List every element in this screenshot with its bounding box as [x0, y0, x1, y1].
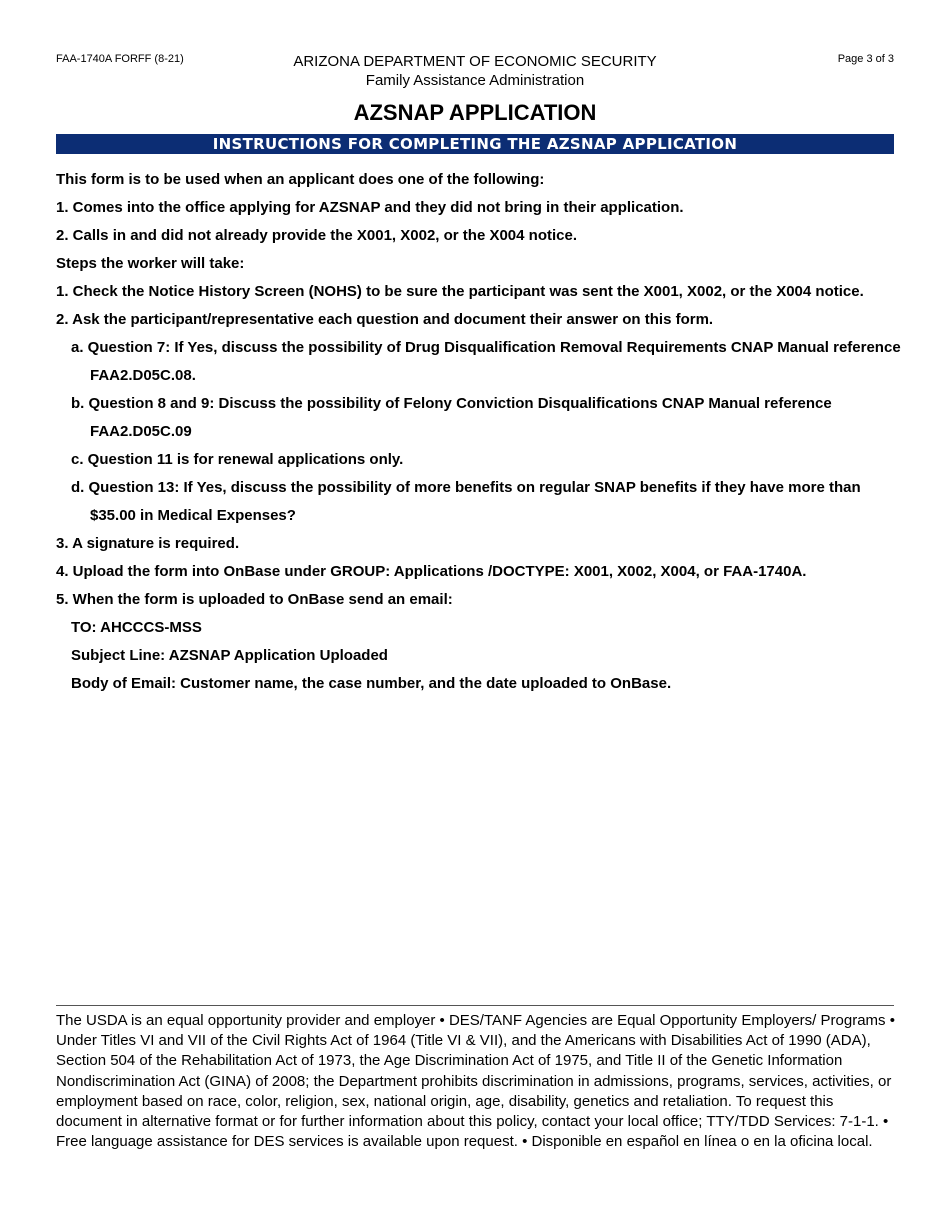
condition-item: 2. Calls in and did not already provide the X001, X002, or the X004 notice.: [56, 227, 578, 244]
page-number: Page 3 of 3: [837, 53, 894, 65]
step-item: 1. Check the Notice History Screen (NOHS) to be sure the participant was sent the X001, X002, or the X004 notice.: [56, 283, 864, 300]
agency-name: ARIZONA DEPARTMENT OF ECONOMIC SECURITY: [293, 53, 657, 70]
step-item: 3. A signature is required.: [56, 535, 240, 552]
instructions-section: [56, 166, 906, 698]
email-to: TO: AHCCCS-MSS: [71, 619, 202, 636]
footer-divider: [56, 1005, 894, 1006]
section-banner: INSTRUCTIONS FOR COMPLETING THE AZSNAP APPLICATION: [56, 134, 894, 154]
step-item: 2. Ask the participant/representative each question and document their answer on this form.: [56, 311, 714, 328]
substep-item: b. Question 8 and 9: Discuss the possibility of Felony Conviction Disqualifications CNAP Manual reference FAA2.D05C.09: [71, 395, 832, 440]
substep-item: a. Question 7: If Yes, discuss the possibility of Drug Disqualification Removal Requirements CNAP Manual reference FAA2.D05C.08.: [71, 339, 901, 384]
step-item: 4. Upload the form into OnBase under GROUP: Applications /DOCTYPE: X001, X002, X004, or FAA-1740A.: [56, 563, 807, 580]
email-body: Body of Email: Customer name, the case number, and the date uploaded to OnBase.: [71, 675, 672, 692]
condition-item: 1. Comes into the office applying for AZSNAP and they did not bring in their application.: [56, 199, 684, 216]
email-subject: Subject Line: AZSNAP Application Uploaded: [71, 647, 388, 664]
page-title: AZSNAP APPLICATION: [353, 100, 597, 125]
form-code: FAA-1740A FORFF (8-21): [56, 53, 184, 65]
steps-heading: Steps the worker will take:: [56, 255, 245, 272]
step-item: 5. When the form is uploaded to OnBase send an email:: [56, 591, 453, 608]
substep-item: c. Question 11 is for renewal applications only.: [71, 451, 404, 468]
substep-item: d. Question 13: If Yes, discuss the possibility of more benefits on regular SNAP benefits if they have more than $35.00 in Medical Expenses?: [71, 479, 861, 524]
division-name: Family Assistance Administration: [365, 72, 585, 89]
intro-text: This form is to be used when an applicant does one of the following:: [56, 171, 545, 188]
footer-notice: The USDA is an equal opportunity provider and employer • DES/TANF Agencies are Equal Opportunity Employers/ Programs • Under Titles VI and VII of the Civil Rights Act of 1964 (Title VI & VII), and the Americans with Disabilities Act of 1990 (ADA), Section 504 of the Rehabilitation Act of 1973, the Age Discrimination Act of 1975, and Title II of the Genetic Information Nondiscrimination Act (GINA) of 2008; the Department prohibits discrimination in admissions, programs, services, activities, or employment based on race, color, religion, sex, national origin, age, disability, genetics and retaliation. To request this document in alternative format or for further information about this policy, contact your local office; TTY/TDD Services: 7-1-1. • Free language assistance for DES services is available upon request. • Disponible en español en línea o en la oficina local.: [56, 1012, 895, 1151]
